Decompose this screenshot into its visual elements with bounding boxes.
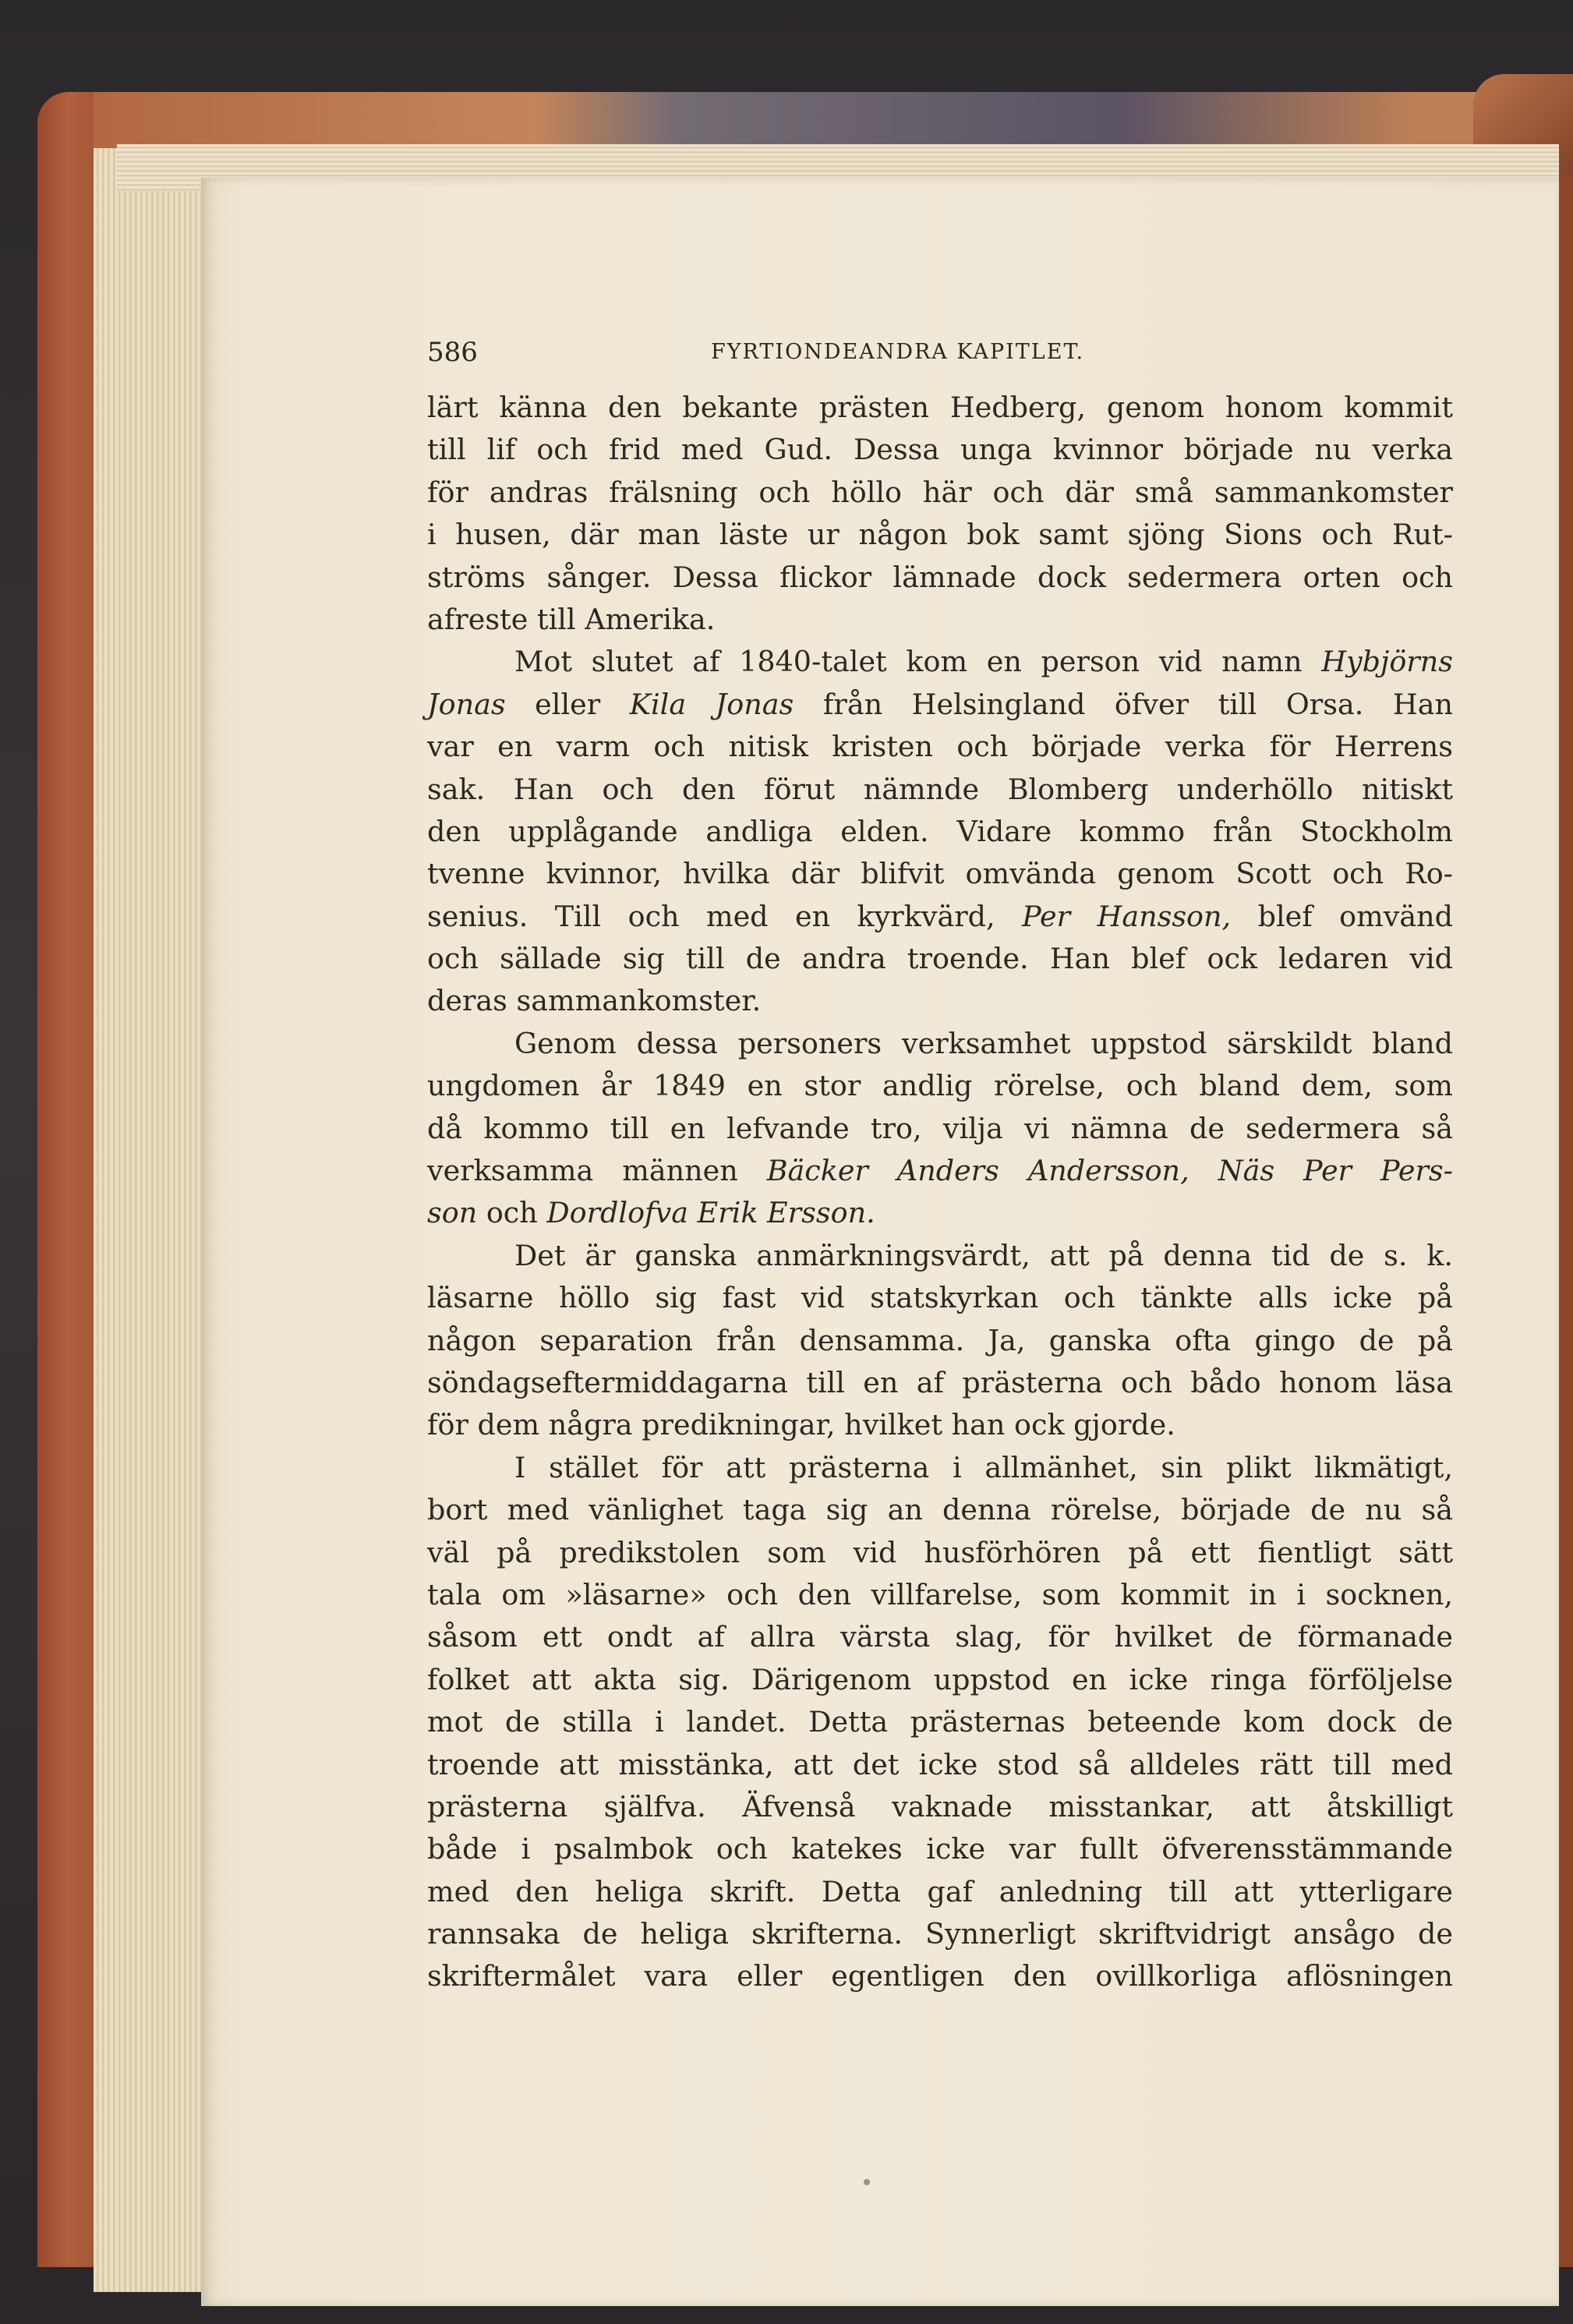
text-segment: var en varm och nitisk kristen och började verka för Herrens (427, 730, 1453, 764)
italic-text: Jonas (427, 687, 506, 721)
text-line (427, 726, 1453, 768)
italic-text: Dordlofva Erik Ersson. (546, 1196, 875, 1230)
text-segment: både i psalmbok och katekes icke var fullt öfverensstämmande (427, 1832, 1453, 1866)
text-segment: ströms sånger. Dessa flickor lämnade dock sedermera orten och (427, 560, 1453, 594)
text-line (427, 1150, 1453, 1192)
running-head: FYRTIONDEANDRA KAPITLET. (711, 340, 1085, 364)
italic-text: Per Hansson, (1022, 899, 1232, 933)
text-line (427, 1108, 1453, 1150)
text-line (427, 1532, 1453, 1574)
text-line (427, 684, 1453, 726)
text-line (427, 1023, 1453, 1065)
text-segment: i husen, där man läste ur någon bok samt sjöng Sions och Rut- (427, 518, 1453, 552)
text-segment: med den heliga skrift. Detta gaf anledning till att ytterligare (427, 1874, 1453, 1908)
text-line (427, 1616, 1453, 1658)
text-segment: för dem några predikningar, hvilket han ock gjorde. (427, 1408, 1175, 1442)
text-line (427, 853, 1453, 895)
text-segment: Mot slutet af 1840-talet kom en person vid namn (514, 645, 1322, 679)
text-segment: för andras frälsning och höllo här och där små sammankomster (427, 475, 1453, 509)
text-segment: och sällade sig till de andra troende. Han blef ock ledaren vid (427, 942, 1453, 976)
text-line (427, 1744, 1453, 1786)
text-segment: såsom ett ondt af allra värsta slag, för hvilket de förmanade (427, 1620, 1453, 1654)
text-line (427, 1489, 1453, 1531)
text-segment: Det är ganska anmärkningsvärdt, att på denna tid de s. k. (514, 1238, 1453, 1272)
text-segment: tala om »läsarne» och den villfarelse, som kommit in i socknen, (427, 1577, 1453, 1611)
text-segment: afreste till Amerika. (427, 602, 716, 636)
text-line (427, 599, 1453, 641)
text-segment: eller (505, 687, 630, 721)
text-line (427, 641, 1453, 683)
text-line (427, 429, 1453, 471)
text-segment: senius. Till och med en kyrkvärd, (427, 899, 1023, 933)
text-line (427, 1786, 1453, 1828)
text-line (427, 1955, 1453, 1997)
text-line (427, 514, 1453, 556)
print-mark (864, 2179, 870, 2185)
text-segment: folket att akta sig. Därigenom uppstod en icke ringa förföljelse (427, 1662, 1453, 1696)
text-line (427, 1192, 1453, 1234)
text-segment: I stället för att prästerna i allmänhet, sin plikt likmätigt, (514, 1450, 1453, 1484)
text-segment: deras sammankomster. (427, 984, 762, 1018)
text-segment: väl på predikstolen som vid husförhören på ett fientligt sätt (427, 1535, 1453, 1569)
text-segment: Genom dessa personers verksamhet uppstod särskildt bland (514, 1026, 1453, 1060)
text-segment: söndagseftermiddagarna till en af prästerna och bådo honom läsa (427, 1365, 1453, 1399)
text-line (427, 557, 1453, 599)
text-line (427, 896, 1453, 938)
text-line (427, 811, 1453, 853)
text-segment: till lif och frid med Gud. Dessa unga kvinnor började nu verka (427, 433, 1453, 467)
text-segment: lärt känna den bekante prästen Hedberg, genom honom kommit (427, 391, 1453, 424)
text-segment: blef omvänd (1231, 899, 1454, 933)
page-number: 586 (427, 337, 478, 368)
text-segment: prästerna själfva. Äfvenså vaknade misstankar, att åtskilligt (427, 1789, 1453, 1823)
text-segment: då kommo till en lefvande tro, vilja vi nämna de sedermera så (427, 1111, 1453, 1145)
text-segment: någon separation från densamma. Ja, ganska ofta gingo de på (427, 1323, 1453, 1357)
italic-text: son (427, 1196, 478, 1230)
text-line (427, 1362, 1453, 1404)
text-line (427, 1913, 1453, 1955)
text-segment: sak. Han och den förut nämnde Blomberg underhöllo nitiskt (427, 772, 1453, 806)
text-line (427, 1828, 1453, 1870)
text-segment: och (477, 1196, 547, 1230)
text-line (427, 1404, 1453, 1446)
text-line (427, 1447, 1453, 1489)
text-line (427, 1871, 1453, 1913)
text-line (427, 938, 1453, 980)
text-segment: från Helsingland öfver till Orsa. Han (794, 687, 1454, 721)
italic-text: Kila Jonas (629, 687, 794, 721)
text-line (427, 387, 1453, 429)
text-line (427, 1277, 1453, 1319)
italic-text: Hybjörns (1321, 645, 1453, 679)
body-text (427, 387, 1453, 1998)
text-line (427, 1065, 1453, 1107)
text-segment: rannsaka de heliga skrifterna. Synnerligt skriftvidrigt ansågo de (427, 1917, 1453, 1951)
text-segment: tvenne kvinnor, hvilka där blifvit omvända genom Scott och Ro- (427, 857, 1453, 891)
text-line (427, 980, 1453, 1022)
text-line (427, 1235, 1453, 1277)
italic-text: Bäcker Anders Andersson, Näs Per Pers- (766, 1154, 1453, 1188)
page-edges-left (94, 148, 203, 2292)
text-segment: ungdomen år 1849 en stor andlig rörelse, och bland dem, som (427, 1069, 1453, 1103)
text-segment: den upplågande andliga elden. Vidare kommo från Stockholm (427, 814, 1453, 848)
text-segment: mot de stilla i landet. Detta prästernas beteende kom dock de (427, 1705, 1453, 1739)
text-line (427, 1320, 1453, 1362)
text-line (427, 1701, 1453, 1743)
text-segment: läsarne höllo sig fast vid statskyrkan och tänkte alls icke på (427, 1281, 1453, 1315)
text-line (427, 769, 1453, 811)
text-segment: bort med vänlighet taga sig an denna rörelse, började de nu så (427, 1493, 1453, 1527)
text-line (427, 1574, 1453, 1616)
text-line (427, 472, 1453, 514)
page-header (427, 337, 1175, 373)
text-segment: troende att misstänka, att det icke stod så alldeles rätt till med (427, 1747, 1453, 1781)
text-line (427, 1659, 1453, 1701)
text-segment: verksamma männen (427, 1154, 767, 1188)
text-segment: skriftermålet vara eller egentligen den ovillkorliga aflösningen (427, 1959, 1453, 1993)
